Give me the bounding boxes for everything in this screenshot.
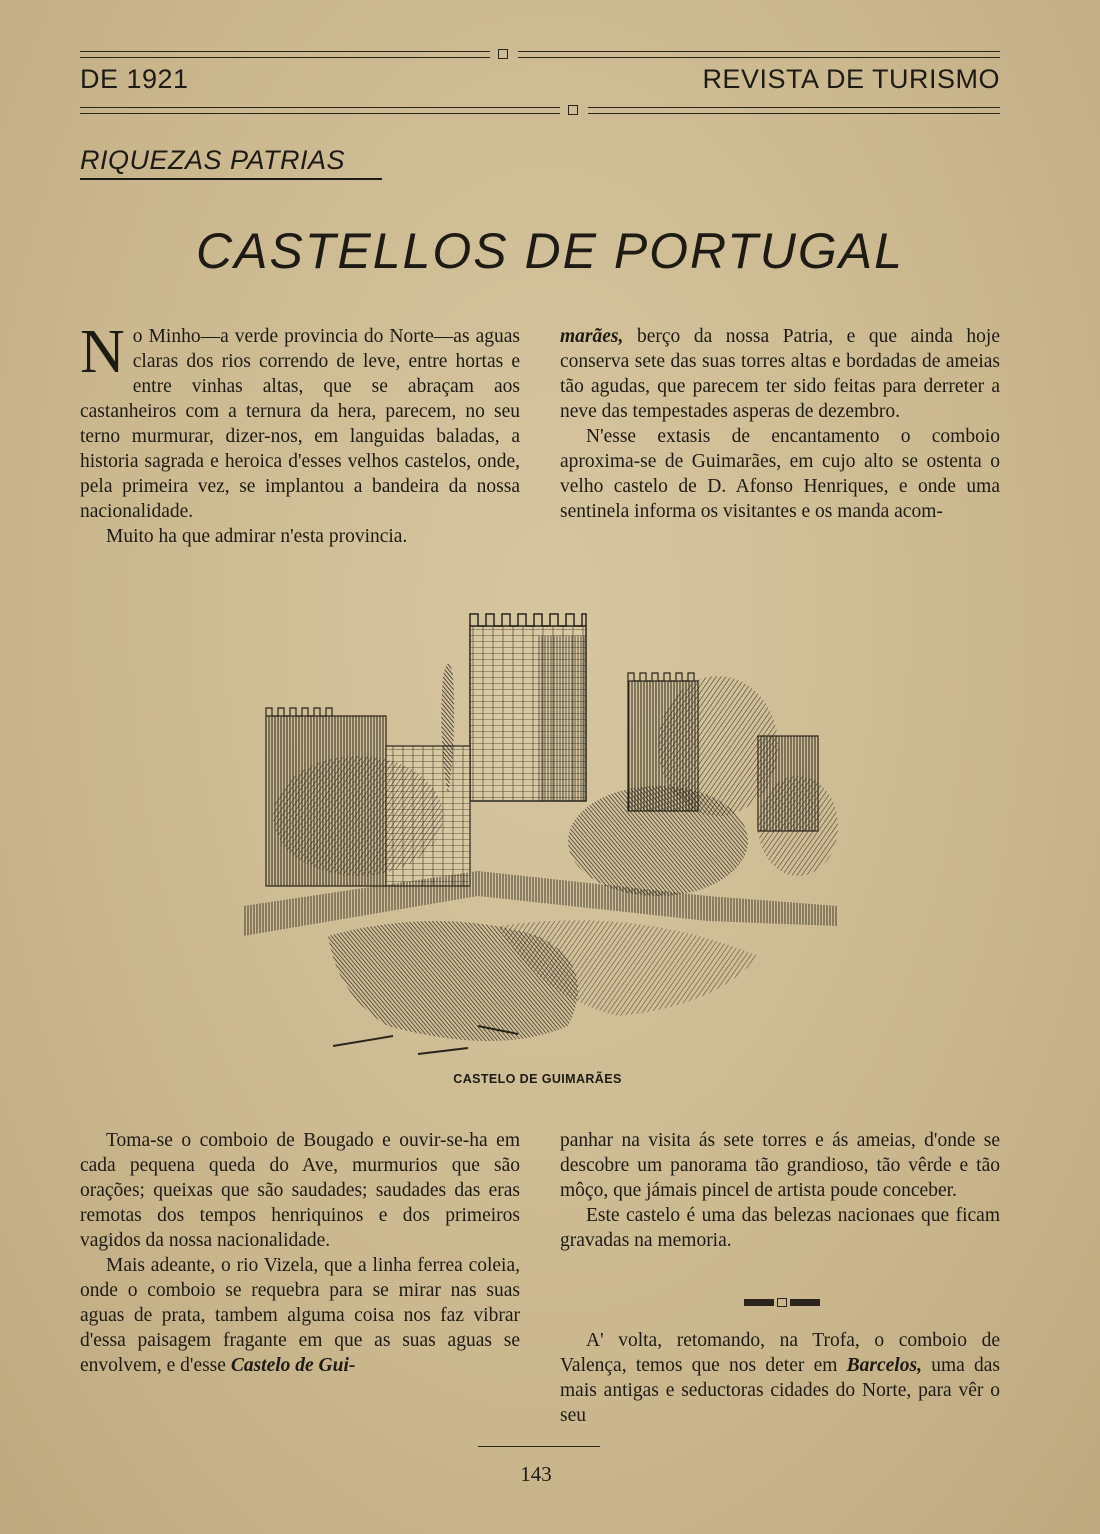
header-rule-bottom-right	[588, 107, 1000, 114]
page-number: 143	[520, 1462, 552, 1486]
ornament-box-top	[498, 49, 508, 59]
intro-col2-italic: marães,	[560, 326, 624, 347]
header-left: DE 1921	[80, 64, 189, 94]
intro-column-right	[560, 324, 1000, 524]
header-rule-top-right	[518, 51, 1000, 58]
intro-col2-paragraph-2: N'esse extasis de encantamento o comboio aproxima-se de Guimarães, em cujo alto se ostenta o velho castelo de D. Afonso Henriques, e onde uma sentinela informa os visitantes e os manda acom-	[560, 426, 1000, 522]
lower-col2-paragraph-1: panhar na visita ás sete torres e ás ameias, d'onde se descobre um panorama tão grandioso, tão vêrde e tão môço, que jámais pincel de artista poude conceber.	[560, 1130, 1000, 1201]
lower-col1-italic: Castelo de Gui-	[230, 1355, 356, 1376]
ornament-box-bottom	[568, 105, 578, 115]
lower-col2-italic: Barcelos,	[846, 1355, 922, 1376]
lower-col2-paragraph-3a: A' volta, retomando, na Trofa, o comboio de Valença, temos que nos deter em	[560, 1330, 1000, 1376]
lower-paragraph-2: Mais adeante, o rio Vizela, que a linha ferrea coleia, onde o comboio se requebra para se mirar nas suas aguas de prata, tambem alguma coisa nos faz vibrar d'essa paisagem fragante em que as suas aguas se envolvem, e d'esse	[80, 1255, 520, 1376]
header-rule-bottom-left	[80, 107, 560, 114]
intro-paragraph-1: o Minho—a verde provincia do Norte—as aguas claras dos rios correndo de leve, entre hortas e entre vinhas altas, que se abraçam aos castanheiros com a ternura da hera, parecem, no seu terno murmurar, dizer-nos, em languidas baladas, a historia sagrada e heroica d'esses velhos castelos, onde, pela primeira vez, se implantou a bandeira da nossa nacionalidade.	[80, 326, 520, 522]
intro-column-left	[80, 318, 520, 549]
header-rule-top-left	[80, 51, 490, 58]
castle-illustration	[238, 606, 858, 1076]
lower-column-right	[560, 1128, 1000, 1253]
lower-column-left	[80, 1128, 520, 1378]
intro-col2-paragraph-1: berço da nossa Patria, e que ainda hoje conserva sete das suas torres altas e bordadas de ameias tão agudas, que parecem ter sido feitas para derreter a neve das tempestades asperas de dezembro.	[560, 326, 1000, 422]
section-label: RIQUEZAS PATRIAS	[80, 145, 346, 175]
lower-col2-paragraph-3b: uma das mais antigas e seductoras cidades do Norte, para vêr o seu	[560, 1355, 1000, 1426]
illustration-caption: CASTELO DE GUIMARÃES	[453, 1072, 622, 1086]
section-label-underline	[80, 178, 382, 180]
header-right: REVISTA DE TURISMO	[702, 64, 1000, 94]
lower-paragraph-1: Toma-se o comboio de Bougado e ouvir-se-ha em cada pequena queda do Ave, murmurios que são orações; queixas que são saudades; saudades das eras remotas dos tempos henriquinos e dos primeiros vagidos da nossa nacionalidade.	[80, 1130, 520, 1251]
lower-col2-paragraph-2: Este castelo é uma das belezas nacionaes que ficam gravadas na memoria.	[560, 1205, 1000, 1251]
lower-column-right-continued	[560, 1328, 1000, 1428]
section-ornament	[744, 1298, 820, 1306]
footer-rule	[478, 1446, 600, 1447]
intro-paragraph-2: Muito ha que admirar n'esta provincia.	[106, 526, 408, 547]
drop-cap: N	[80, 318, 125, 386]
article-title: CASTELLOS DE PORTUGAL	[196, 223, 904, 279]
